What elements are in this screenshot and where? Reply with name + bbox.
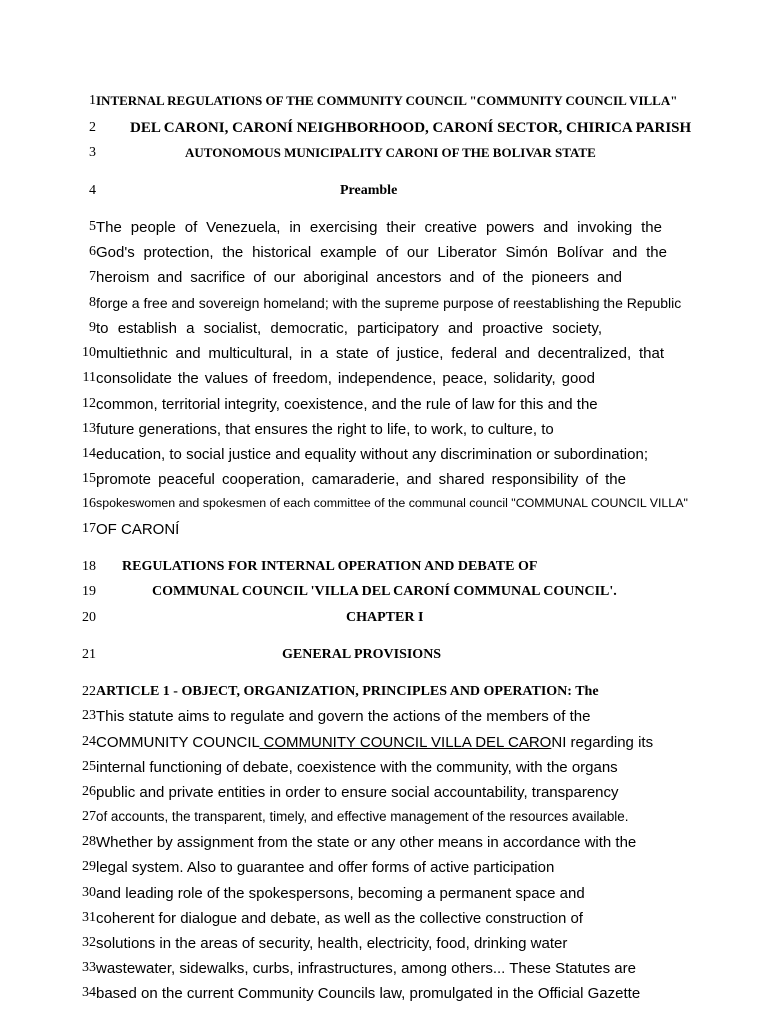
- text-segment: COMMUNITY COUNCIL: [96, 734, 260, 751]
- body-text: future generations, that ensures the right to life, to work, to culture, to: [96, 421, 554, 438]
- body-text: spokeswomen and spokesmen of each committee of the communal council "COMMUNAL COUNCIL VILLA": [96, 496, 688, 510]
- line-number: 20: [82, 610, 96, 625]
- line-number: 27: [82, 809, 96, 824]
- body-text: solutions in the areas of security, health, electricity, food, drinking water: [96, 935, 568, 952]
- body-text: [96, 734, 653, 751]
- body-text: Whether by assignment from the state or any other means in accordance with the: [96, 834, 637, 851]
- body-text: God's protection, the historical example of our Liberator Simón Bolívar and the: [96, 244, 667, 261]
- line-number: 14: [82, 446, 96, 461]
- section-heading: COMMUNAL COUNCIL 'VILLA DEL CARONÍ COMMUNAL COUNCIL'.: [152, 584, 617, 599]
- body-text: coherent for dialogue and debate, as well as the collective construction of: [96, 910, 583, 927]
- body-text: and leading role of the spokespersons, becoming a permanent space and: [96, 885, 585, 902]
- line-number: 33: [82, 960, 96, 975]
- text-segment: NI regarding its: [551, 734, 654, 751]
- body-text: wastewater, sidewalks, curbs, infrastructures, among others... These Statutes are: [96, 960, 636, 977]
- line-number: 16: [82, 496, 96, 511]
- body-text: to establish a socialist, democratic, participatory and proactive society,: [96, 320, 602, 337]
- line-number: 17: [82, 521, 96, 536]
- line-number: 29: [82, 859, 96, 874]
- body-text: The people of Venezuela, in exercising their creative powers and invoking the: [96, 219, 662, 236]
- body-text: promote peaceful cooperation, camaraderie, and shared responsibility of the: [96, 471, 626, 488]
- doc-title-line: DEL CARONI, CARONÍ NEIGHBORHOOD, CARONÍ SECTOR, CHIRICA PARISH: [130, 120, 692, 136]
- line-number: 13: [82, 421, 96, 436]
- doc-subtitle: AUTONOMOUS MUNICIPALITY CARONI OF THE BOLIVAR STATE: [185, 145, 596, 160]
- line-number: 8: [89, 295, 96, 310]
- doc-title: INTERNAL REGULATIONS OF THE COMMUNITY COUNCIL "COMMUNITY COUNCIL VILLA": [96, 93, 678, 108]
- body-text: public and private entities in order to ensure social accountability, transparency: [96, 784, 619, 801]
- line-number: 10: [82, 345, 96, 360]
- line-number: 3: [89, 145, 96, 160]
- line-number: 11: [82, 370, 96, 385]
- line-number: 18: [82, 559, 96, 574]
- line-number: 30: [82, 885, 96, 900]
- body-text: internal functioning of debate, coexistence with the community, with the organs: [96, 759, 618, 776]
- article-heading: ARTICLE 1 - OBJECT, ORGANIZATION, PRINCIPLES AND OPERATION: The: [96, 684, 599, 699]
- section-heading: Preamble: [340, 183, 398, 198]
- body-text: forge a free and sovereign homeland; with the supreme purpose of reestablishing the Republic: [96, 295, 682, 311]
- line-number: 2: [89, 120, 96, 135]
- body-text: common, territorial integrity, coexistence, and the rule of law for this and the: [96, 396, 598, 413]
- body-text: This statute aims to regulate and govern the actions of the members of the: [96, 708, 591, 725]
- line-number: 34: [82, 985, 96, 1000]
- line-number: 24: [82, 734, 96, 749]
- underlined-text: COMMUNITY COUNCIL VILLA DEL CARO: [259, 734, 552, 751]
- line-number: 19: [82, 584, 96, 599]
- section-heading: GENERAL PROVISIONS: [282, 647, 442, 662]
- body-text: consolidate the values of freedom, independence, peace, solidarity, good: [96, 370, 595, 387]
- body-text: multiethnic and multicultural, in a state of justice, federal and decentralized, that: [96, 345, 664, 362]
- line-number: 12: [82, 396, 96, 411]
- body-text: OF CARONÍ: [96, 521, 180, 538]
- line-number: 6: [89, 244, 96, 259]
- line-number: 21: [82, 647, 96, 662]
- line-number: 25: [82, 759, 96, 774]
- line-number: 28: [82, 834, 96, 849]
- body-text: legal system. Also to guarantee and offer forms of active participation: [96, 859, 555, 876]
- line-number: 4: [89, 183, 96, 198]
- line-number: 31: [82, 910, 96, 925]
- line-number: 26: [82, 784, 96, 799]
- chapter-heading: CHAPTER I: [346, 610, 424, 625]
- line-number: 7: [89, 269, 96, 284]
- line-number: 15: [82, 471, 96, 486]
- line-number: 22: [82, 684, 96, 699]
- section-heading: REGULATIONS FOR INTERNAL OPERATION AND DEBATE OF: [122, 559, 538, 574]
- line-number: 5: [89, 219, 96, 234]
- body-text: heroism and sacrifice of our aboriginal ancestors and of the pioneers and: [96, 269, 622, 286]
- line-number: 1: [89, 93, 96, 108]
- line-number: 9: [89, 320, 96, 335]
- body-text: based on the current Community Councils law, promulgated in the Official Gazette: [96, 985, 641, 1002]
- body-text: education, to social justice and equality without any discrimination or subordination;: [96, 446, 648, 463]
- line-number: 23: [82, 708, 96, 723]
- line-number: 32: [82, 935, 96, 950]
- body-text: of accounts, the transparent, timely, and effective management of the resources available.: [96, 809, 629, 824]
